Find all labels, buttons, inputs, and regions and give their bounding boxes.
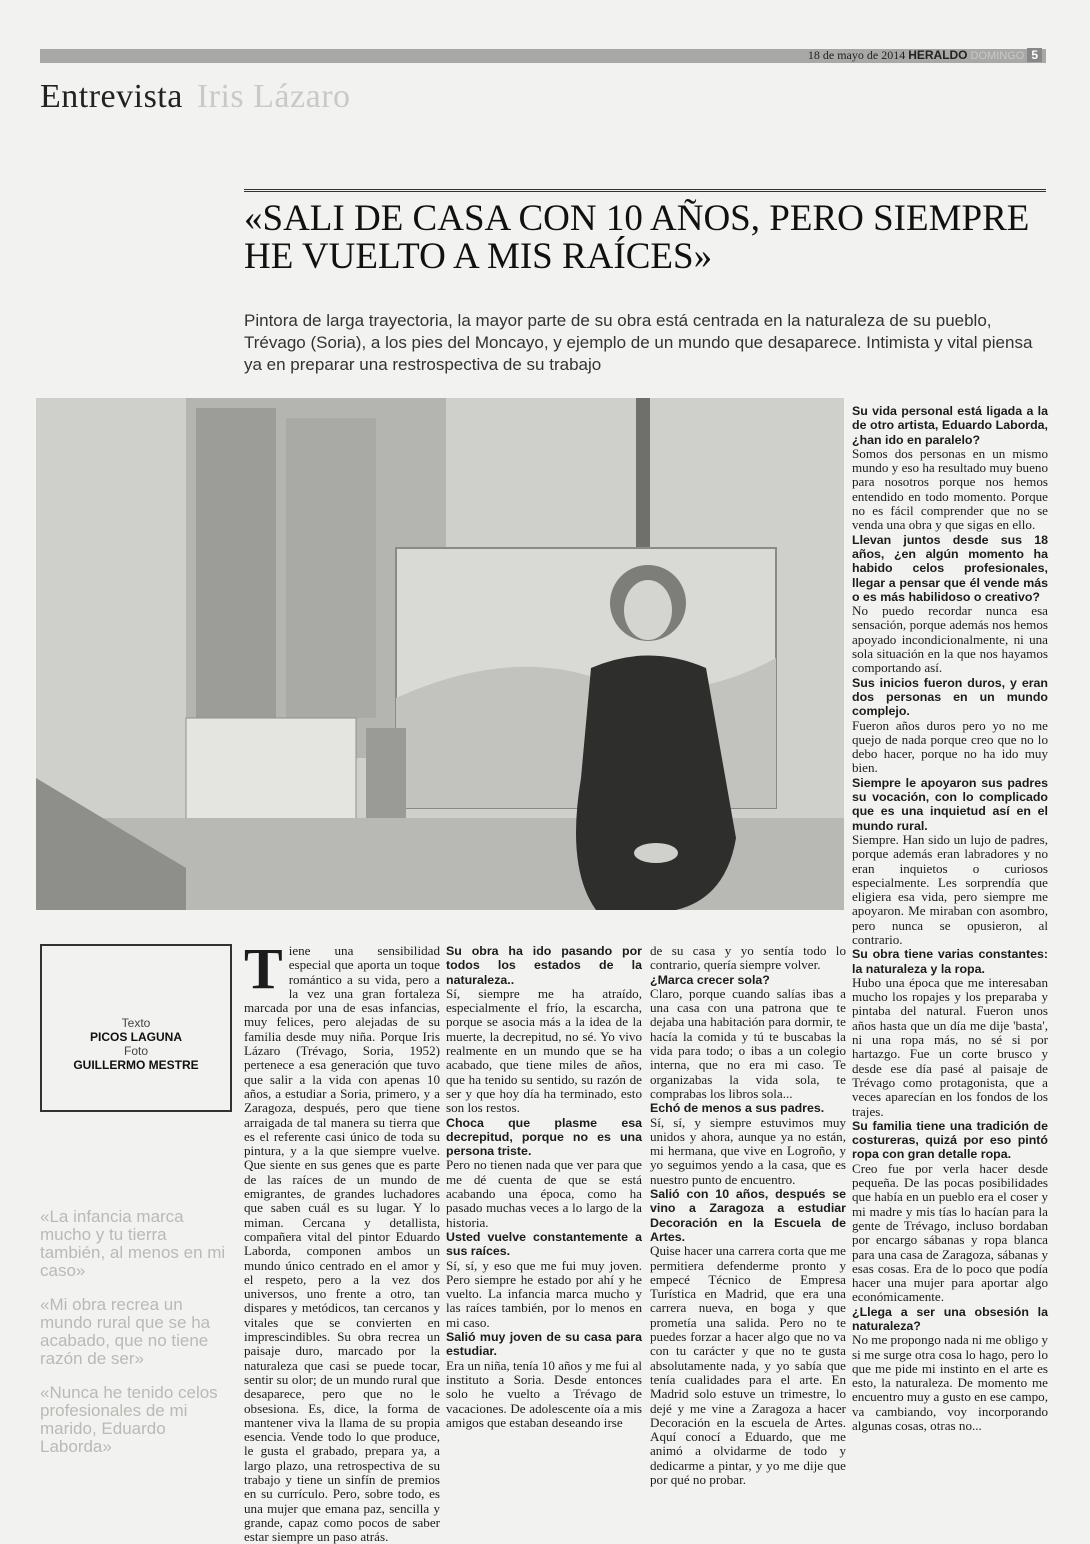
paper-name: HERALDO: [908, 48, 968, 62]
question: Su vida personal está ligada a la de otro artista, Eduardo Laborda, ¿han ido en paralelo?: [852, 404, 1048, 447]
headline: «SALI DE CASA CON 10 AÑOS, PERO SIEMPRE HE VUELTO A MIS RAÍCES»: [244, 198, 1030, 277]
answer: Sí, sí, y eso que me fui muy joven. Pero siempre he estado por ahí y he vuelto. La infancia marca mucho y las raíces también, por lo menos en mi caso.: [446, 1257, 642, 1330]
section-header: [40, 78, 351, 116]
article-column-1: [244, 936, 440, 1544]
question: Usted vuelve constantemente a sus raíces.: [446, 1229, 642, 1259]
question: Su obra tiene varias constantes: la naturaleza y la ropa.: [852, 947, 1048, 976]
interviewee-name: Iris Lázaro: [196, 78, 351, 115]
photo-credit-label: Foto: [123, 1044, 148, 1058]
answer: Hubo una época que me interesaban mucho los ropajes y los preparaba y pintaba del natural. Fueron unos años hasta que un día me dije 'basta', ni una ropa más, no sé si por hartazgo. Fue un corte brusco y desde ese día pasé al paisaje de Trévago como protagonista, que a veces aparecían en los fondos de los trajes.: [852, 974, 1048, 1119]
pull-quote: «Nunca he tenido celos profesionales de mi marido, Eduardo Laborda»: [40, 1383, 218, 1456]
supplement-name: DOMINGO: [970, 50, 1025, 62]
dateline: [808, 48, 1042, 63]
question: Salió muy joven de su casa para estudiar.: [446, 1330, 642, 1359]
photo-credit-author: GUILLERMO MESTRE: [73, 1058, 199, 1072]
answer: Somos dos personas en un mismo mundo y eso ha resultado muy bueno para nosotros porque nos hemos entendido en todo momento. Porque no es fácil comprender que no se venda una obra y que sigas en ello.: [852, 445, 1048, 533]
question: Salió con 10 años, después se vino a Zaragoza a estudiar Decoración en la Escuela de Artes.: [650, 1187, 846, 1244]
studio-illustration: [36, 398, 844, 910]
pull-quotes: [40, 1208, 230, 1472]
answer: Creo fue por verla hacer desde pequeña. De las pocas posibilidades que había en un pueblo era el coser y mi madre y mis tías lo hacían para la gente de Trévago, incluso bordaban por encargo sábanas y ropa blanca para una casa de Zaragoza, sábanas y esas cosas. Era de lo poco que podía hacer una mujer para aportar algo económicamente.: [852, 1160, 1048, 1305]
credits-box: [40, 944, 232, 1112]
headline-rule: [244, 189, 1046, 192]
question: Sus inicios fueron duros, y eran dos personas en un mundo complejo.: [852, 675, 1048, 719]
section-kind: Entrevista: [40, 78, 183, 115]
pull-quote: «Mi obra recrea un mundo rural que se ha acabado, que no tiene razón de ser»: [40, 1295, 211, 1368]
article-column-2: [446, 944, 642, 1430]
answer: Sí, sí, y siempre estuvimos muy unidos y ahora, aunque ya no están, mi hermana, que vive en Logroño, y yo seguimos yendo a la casa, que es nuestro punto de encuentro.: [650, 1114, 846, 1187]
artist-photo: [36, 398, 844, 910]
article-column-4: [852, 404, 1048, 1433]
answer: Fueron años duros pero yo no me quejo de nada porque creo que no lo debo hacer, porque no ha ido muy bien.: [852, 717, 1048, 776]
page-number: 5: [1027, 48, 1042, 62]
article-column-3: [650, 944, 846, 1487]
answer: Siempre. Han sido un lujo de padres, porque además eran labradores y no eran inquietos o curiosos especialmente. Les sorprendía que eligiera esa vida, pero siempre me apoyaron. Me miraban con asombro, pero nunca se opusieron, al contrario.: [852, 831, 1048, 947]
question: Echó de menos a sus padres.: [650, 1101, 825, 1116]
question: Choca que plasme esa decrepitud, porque no es una persona triste.: [446, 1115, 642, 1159]
question: Su obra ha ido pasando por todos los estados de la naturaleza..: [446, 944, 642, 987]
intro-paragraph: iene una sensibilidad especial que aporta un toque romántico a su vida, pero a la vez una gran fortaleza marcada por una de esas infancias, muy felices, pero alejadas de su familia desde muy niña. Porque Iris Lázaro (Trévago, Soria, 1952) pertenece a esa generación que tuvo que salir a la vida con apenas 10 años, a estudiar a Soria, primero, y a Zaragoza, después, pero que tiene arraigada de tal manera su tierra que es el referente casi único de toda su pintura, y a la que siempre vuelve. Que siente en sus genes que es parte de las raíces de un mundo de emigrantes, de grandes luchadores que saben cuál es su lugar. Y lo miman. Cercana y detallista, compañera vital del pintor Eduardo Laborda, componen ambos un mundo único centrado en el amor y el respeto, pero a la vez dos universos, uno frente a otro, tan dispares y metódicos, tan cercanos y vitales que se convierten en imprescindibles. Su obra recrea un paisaje duro, marcado por la naturaleza que casi se puede tocar, sentir su olor; de un mundo rural que desaparece, pero que no le obsesiona. Es, dice, la forma de mantener viva la llama de su propia esencia. Vende todo lo que produce, le gusta el grabado, prepara ya, a largo plazo, una retrospectiva de su trabajo y tiene un sinfín de premios en su currículo. Pero, sobre todo, es una mujer que emana paz, sencilla y grande, capaz como pocos de saber estar siempre un paso atrás.: [244, 943, 440, 1544]
text-credit-label: Texto: [121, 1016, 151, 1030]
drop-cap: T: [244, 936, 283, 1001]
answer: No me propongo nada ni me obligo y si me surge otra cosa lo hago, pero lo que me pide mi instinto en el arte es esto, la naturaleza. De momento me encuentro muy a gusto en ese campo, va cambiando, voy incorporando algunas cosas, otras no...: [852, 1332, 1049, 1434]
question: ¿Llega a ser una obsesión la naturaleza?: [852, 1304, 1048, 1333]
standfirst: Pintora de larga trayectoria, la mayor parte de su obra está centrada en la naturaleza de su pueblo, Trévago (Soria), a los pies del Moncayo, y ejemplo de un mundo que desaparece. Intimista y vital piensa ya en preparar una restrospectiva de su trabajo: [244, 311, 1033, 374]
question: ¿Marca crecer sola?: [650, 972, 770, 987]
answer: Era un niña, tenía 10 años y me fui al instituto a Soria. Desde entonces solo he vuelto a Trévago de vacaciones. De adolescente oía a mis amigos que estaban deseando irse: [446, 1357, 642, 1430]
question: Llevan juntos desde sus 18 años, ¿en algún momento ha habido celos profesionales, llegar a pensar que él vende más o es más habilidoso o creativo?: [852, 532, 1048, 604]
answer: Sí, siempre me ha atraído, especialmente el frío, la escarcha, porque se asocia más a la idea de la muerte, la decrepitud, no sé. Yo vivo realmente en un mundo que se ha acabado, que tiene miles de años, que ha tenido su sentido, su razón de ser y que hoy día ha terminado, esto son los restos.: [446, 985, 642, 1116]
issue-date: 18 de mayo de 2014: [807, 48, 906, 62]
answer: Quise hacer una carrera corta que me permitiera defenderme pronto y empecé Técnico de Empresa Turística en Madrid, que era una carrera nueva, en boga y que prometía una salida. Pero no te puedes forzar a hacer algo que no va con tu carácter y que no te gusta absolutamente nada, y yo sabía que tenía cualidades para el arte. En Madrid solo estuve un trimestre, lo dejé y me vine a Zaragoza a hacer Decoración en la escuela de Artes. Aquí conocí a Eduardo, que me animó a olvidarme de todo y dedicarme a pintar, y yo me dije que por qué no probar.: [650, 1243, 846, 1487]
answer: Pero no tienen nada que ver para que me dé cuenta de que se está acabando una época, como ha pasado muchas veces a lo largo de la historia.: [446, 1157, 642, 1230]
answer: Claro, porque cuando salías ibas a una casa con una patrona que te dejaba una habitación para dormir, te hacía la comida y tú te buscabas la vida para todo; o ibas a un colegio interna, que no era mi caso. Te organizabas la vida sola, te comprabas los libros sola...: [650, 985, 846, 1101]
question: Su familia tiene una tradición de costureras, quizá por eso pintó ropa con gran detalle ropa.: [852, 1118, 1048, 1162]
answer: de su casa y yo sentía todo lo contrario, quería siempre volver.: [650, 943, 846, 973]
text-credit-author: PICOS LAGUNA: [89, 1030, 182, 1044]
answer: No puedo recordar nunca esa sensación, porque además nos hemos apoyado incondicionalmente, ni una sola situación en la que nos hayamos comportando así.: [852, 603, 1048, 676]
pull-quote: «La infancia marca mucho y tu tierra también, al menos en mi caso»: [40, 1207, 226, 1280]
question: Siempre le apoyaron sus padres su vocación, con lo complicado que es una inquietud así en el mundo rural.: [852, 775, 1048, 833]
